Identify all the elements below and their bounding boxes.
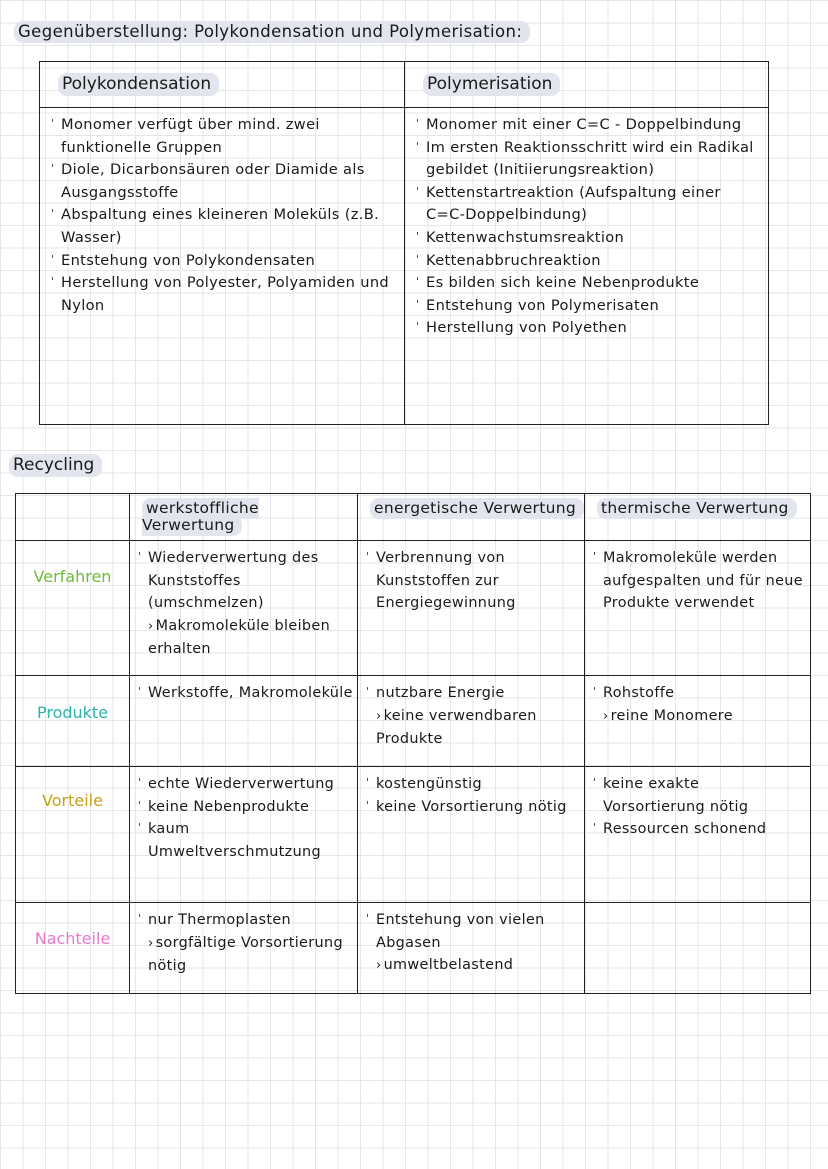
list-item: Entstehung von vielen Abgasen — [367, 909, 580, 954]
polykondensation-list-cell — [40, 108, 405, 424]
header-polymerisation — [405, 62, 768, 108]
arrow-icon: › — [148, 618, 154, 634]
list-item: Makromoleküle werden aufgespalten und für neue Produkte verwendet — [594, 547, 806, 615]
list-item: Monomer mit einer C=C - Doppelbindung — [417, 114, 762, 137]
column-header-werkstofflich — [130, 494, 358, 541]
column-header-thermisch — [585, 494, 810, 541]
arrow-icon: › — [603, 708, 609, 724]
list-item: Monomer verfügt über mind. zwei funktionelle Gruppen — [52, 114, 398, 159]
polymerisation-list-cell — [405, 108, 768, 424]
list-item: keine exakte Vorsortierung nötig — [594, 773, 806, 818]
column-header-energetisch — [358, 494, 585, 541]
list-item: echte Wiederverwertung — [139, 773, 353, 796]
polykondensation-list — [52, 114, 398, 317]
arrow-icon: › — [376, 958, 382, 974]
row-label-produkte: Produkte — [16, 676, 130, 767]
list-item — [367, 705, 580, 751]
list-item: Kettenwachstumsreaktion — [417, 227, 762, 250]
cell-produkte-werkstofflich — [130, 676, 358, 767]
recycling-table — [15, 493, 811, 994]
cell-nachteile-thermisch — [585, 903, 810, 993]
list-item: Im ersten Reaktionsschritt wird ein Radikal gebildet (Initiierungsreaktion) — [417, 137, 762, 182]
list-item: Verbrennung von Kunststoffen zur Energiegewinnung — [367, 547, 580, 615]
list-item — [594, 705, 806, 729]
list-item: kaum Umweltverschmutzung — [139, 818, 353, 863]
list-item: nutzbare Energie — [367, 682, 580, 705]
list-item: Kettenabbruchreaktion — [417, 250, 762, 273]
list-item: Rohstoffe — [594, 682, 806, 705]
cell-vorteile-energetisch — [358, 767, 585, 903]
list-item: kostengünstig — [367, 773, 580, 796]
cell-verfahren-thermisch — [585, 541, 810, 676]
list-item — [139, 932, 353, 978]
cell-produkte-energetisch — [358, 676, 585, 767]
list-item: Abspaltung eines kleineren Moleküls (z.B. Wasser) — [52, 204, 398, 249]
header-polykondensation — [40, 62, 405, 108]
list-item-text: sorgfältige Vorsortierung nötig — [148, 934, 343, 975]
column-header-label: energetische Verwertung — [370, 498, 584, 519]
list-item: Entstehung von Polykondensaten — [52, 250, 398, 273]
row-label-nachteile: Nachteile — [16, 903, 130, 993]
arrow-icon: › — [148, 935, 154, 951]
corner-cell — [16, 494, 130, 541]
list-item — [139, 615, 353, 661]
header-polykondensation-label: Polykondensation — [58, 73, 219, 96]
list-item: keine Vorsortierung nötig — [367, 796, 580, 819]
column-header-label: thermische Verwertung — [597, 498, 797, 519]
list-item — [367, 954, 580, 978]
cell-vorteile-thermisch — [585, 767, 810, 903]
row-label-vorteile: Vorteile — [16, 767, 130, 903]
list-item-text: Makromoleküle bleiben erhalten — [148, 617, 331, 658]
list-item: Es bilden sich keine Nebenprodukte — [417, 272, 762, 295]
cell-nachteile-energetisch — [358, 903, 585, 993]
page-title — [14, 22, 530, 41]
cell-vorteile-werkstofflich — [130, 767, 358, 903]
recycling-heading-text: Recycling — [9, 454, 102, 477]
list-item: Wiederverwertung des Kunststoffes (umschmelzen) — [139, 547, 353, 615]
list-item: keine Nebenprodukte — [139, 796, 353, 819]
cell-produkte-thermisch — [585, 676, 810, 767]
polymerisation-list — [417, 114, 762, 340]
cell-verfahren-energetisch — [358, 541, 585, 676]
list-item: Herstellung von Polyester, Polyamiden und Nylon — [52, 272, 398, 317]
header-polymerisation-label: Polymerisation — [423, 73, 560, 96]
list-item-text: umweltbelastend — [383, 957, 514, 974]
column-header-label: werkstoffliche Verwertung — [142, 499, 259, 534]
recycling-heading — [9, 455, 102, 475]
list-item: Werkstoffe, Makromoleküle — [139, 682, 353, 705]
list-item: Entstehung von Polymerisaten — [417, 295, 762, 318]
page-title-text: Gegenüberstellung: Polykondensation und Polymerisation: — [14, 21, 530, 43]
list-item: Diole, Dicarbonsäuren oder Diamide als Ausgangsstoffe — [52, 159, 398, 204]
cell-verfahren-werkstofflich — [130, 541, 358, 676]
list-item: Herstellung von Polyethen — [417, 317, 762, 340]
comparison-table — [39, 61, 769, 425]
list-item: Kettenstartreaktion (Aufspaltung einer C=C-Doppelbindung) — [417, 182, 762, 227]
list-item-text: keine verwendbaren Produkte — [376, 707, 537, 748]
list-item: nur Thermoplasten — [139, 909, 353, 932]
list-item-text: reine Monomere — [610, 707, 733, 724]
cell-nachteile-werkstofflich — [130, 903, 358, 993]
arrow-icon: › — [376, 708, 382, 724]
row-label-verfahren: Verfahren — [16, 541, 130, 676]
list-item: Ressourcen schonend — [594, 818, 806, 841]
